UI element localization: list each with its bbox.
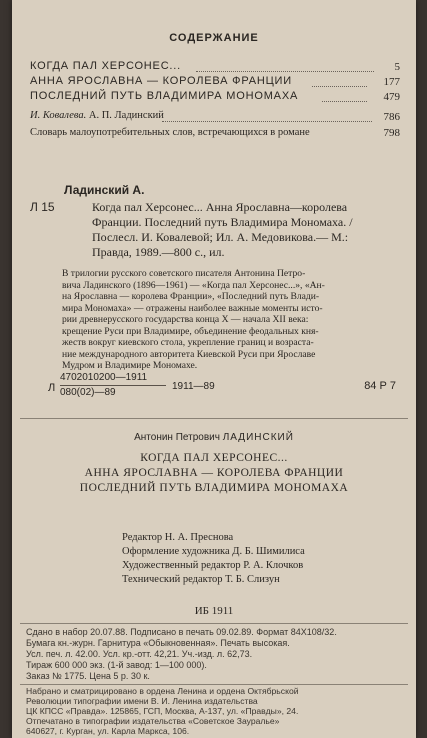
catalog-code: Л 15: [30, 200, 55, 214]
book-page: [12, 0, 416, 738]
credits-author-first: Антонин Петрович: [134, 432, 220, 443]
credits-titles: [12, 451, 416, 496]
staff-line: Оформление художника Д. Б. Шимилиса: [122, 546, 305, 557]
imprint-line: Усл. печ. л. 42.00. Усл. кр.-отт. 42,21. Уч.-изд. л. 62,73.: [26, 649, 253, 659]
credits-staff: [122, 531, 305, 587]
imprint-divider: [20, 623, 408, 624]
toc-afterword-title: А. П. Ладинский: [88, 110, 164, 121]
imprint-block: [26, 627, 337, 682]
toc-heading: СОДЕРЖАНИЕ: [169, 32, 259, 44]
imprint-line: Бумага кн.-журн. Гарнитура «Обыкновенная». Печать высокая.: [26, 638, 290, 648]
press-block: [26, 686, 299, 736]
catalog-description-line: Когда пал Херсонес... Анна Ярославна—королева: [92, 200, 348, 214]
toc-leader: [196, 61, 374, 72]
press-line: Отпечатано в типографии издательства «Советское Зауралье»: [26, 716, 280, 726]
catalog-author: Ладинский А.: [64, 183, 145, 197]
toc-item-1-page: 5: [394, 61, 400, 73]
catalog-annotation: [62, 268, 325, 372]
toc-item-2-title: АННА ЯРОСЛАВНА — КОРОЛЕВА ФРАНЦИИ: [30, 75, 292, 87]
toc-leader: [162, 111, 372, 122]
toc-glossary-title: Словарь малоупотребительных слов, встречающихся в романе: [30, 127, 310, 138]
annotation-line: крещение Руси при Владимире, объединение феодальных кня-: [62, 325, 319, 337]
toc-item-3-page: 479: [383, 91, 400, 103]
annotation-line: ние международного авторитета Киевской Руси при Ярославе: [62, 348, 316, 360]
toc-leader: [322, 91, 367, 102]
annotation-line: мира Мономаха» — отражены наиболее важные моменты исто-: [62, 302, 323, 314]
credits-author: [12, 432, 416, 443]
catalog-description-line: Франции. Последний путь Владимира Мономаха. /: [92, 215, 353, 229]
annotation-line: В трилогии русского советского писателя Антонина Петро-: [62, 268, 306, 279]
press-line: 640627, г. Курган, ул. Карла Маркса, 106.: [26, 726, 190, 736]
ib-number: ИБ 1911: [194, 605, 234, 617]
catalog-description: [92, 200, 402, 260]
toc-afterword: [30, 110, 164, 121]
annotation-line: рии древнерусского государства конца X — начала XII века:: [62, 314, 309, 325]
index-top: 4702010200—1911: [60, 372, 148, 383]
toc-leader: [312, 76, 367, 87]
index-right: 1911—89: [172, 381, 215, 392]
credits-author-last: ЛАДИНСКИЙ: [222, 432, 294, 443]
press-line: Набрано и сматрицировано в ордена Ленина и ордена Октябрьской: [26, 686, 299, 696]
toc-afterword-page: 786: [383, 111, 400, 123]
imprint-line: Сдано в набор 20.07.88. Подписано в печать 09.02.89. Формат 84Х108/32.: [26, 627, 337, 637]
section-divider: [20, 418, 408, 419]
annotation-line: на Ярославна — королева Франции», «Последний путь Влади-: [62, 291, 320, 302]
toc-item-1-title: КОГДА ПАЛ ХЕРСОНЕС...: [30, 60, 182, 72]
annotation-line: Мудром и Владимире Мономахе.: [62, 360, 198, 371]
credits-title-line: КОГДА ПАЛ ХЕРСОНЕС...: [140, 452, 288, 464]
imprint-line: Тираж 600 000 экз. (1-й завод: 1—100 000).: [26, 660, 207, 670]
index-fraction-line: [60, 385, 166, 386]
annotation-line: вича Ладинского (1896—1961) — «Когда пал Херсонес...», «Ан-: [62, 279, 325, 291]
toc-item-3-title: ПОСЛЕДНИЙ ПУТЬ ВЛАДИМИРА МОНОМАХА: [30, 90, 299, 102]
credits-title-line: ПОСЛЕДНИЙ ПУТЬ ВЛАДИМИРА МОНОМАХА: [79, 482, 349, 494]
catalog-description-line: Послесл. И. Ковалевой; Ил. А. Медовикова.— М.:: [92, 230, 349, 244]
toc-item-2-page: 177: [383, 76, 400, 88]
toc-afterword-author: И. Ковалева.: [30, 110, 87, 121]
press-divider: [20, 684, 408, 685]
annotation-line: жеств вокруг киевского стола, укрепление границ и возраста-: [62, 337, 314, 348]
press-line: Революции типографии имени В. И. Ленина издательства: [26, 696, 258, 706]
toc-glossary-page: 798: [383, 127, 400, 139]
bbk-code: 84 Р 7: [364, 380, 396, 392]
staff-line: Редактор Н. А. Преснова: [122, 532, 234, 543]
credits-title-line: АННА ЯРОСЛАВНА — КОРОЛЕВА ФРАНЦИИ: [84, 467, 344, 479]
press-line: ЦК КПСС «Правда». 125865, ГСП, Москва, А-137, ул. «Правды», 24.: [26, 706, 299, 716]
catalog-description-line: Правда, 1989.—800 с., ил.: [92, 245, 225, 259]
staff-line: Художественный редактор Р. А. Клочков: [122, 560, 304, 571]
staff-line: Технический редактор Т. Б. Слизун: [122, 574, 280, 585]
index-letter: Л: [48, 382, 56, 394]
index-bottom: 080(02)—89: [60, 387, 116, 398]
imprint-line: Заказ № 1775. Цена 5 р. 30 к.: [26, 671, 150, 681]
